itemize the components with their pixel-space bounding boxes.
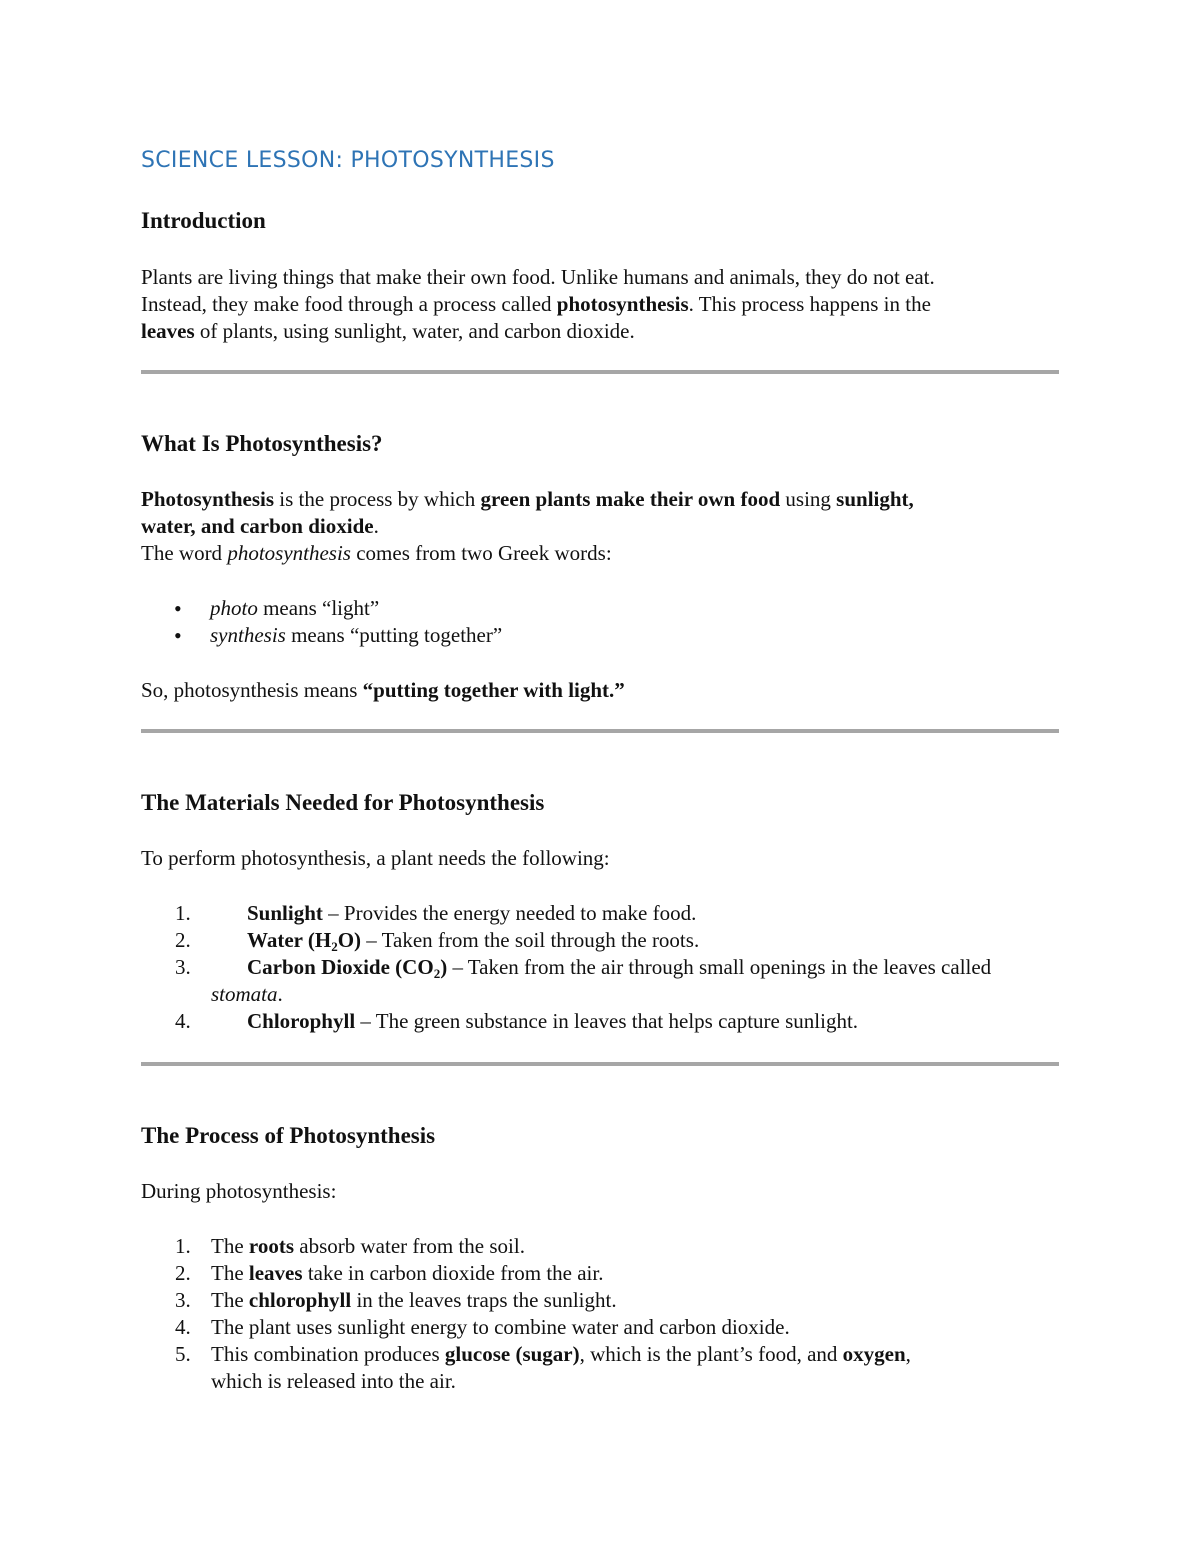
term: sunlight, [836,487,914,511]
subscript: 2 [331,939,338,954]
text: of plants, using sunlight, water, and carbon dioxide. [194,319,635,343]
greek-term: synthesis [210,623,286,647]
term: Photosynthesis [141,487,275,511]
process-heading: The Process of Photosynthesis [141,1123,436,1148]
term-italic: stomata [211,982,278,1006]
material-desc: – The green substance in leaves that helps capture sunlight. [355,1009,859,1033]
text: Carbon Dioxide (CO [247,955,434,979]
text: in the leaves traps the sunlight. [351,1288,617,1312]
meaning-summary [141,677,1059,704]
list-number: 3. [175,955,191,979]
text: . [373,514,379,538]
list-item [141,1233,1041,1260]
subscript: 2 [433,966,441,981]
text: O) [337,928,362,952]
text: comes from two Greek words: [350,541,612,565]
text: So, photosynthesis means [141,678,363,702]
list-item [141,1287,1041,1314]
process-steps-list [141,1233,1041,1395]
text: Water (H [247,928,332,952]
text: absorb water from the soil. [294,1234,525,1258]
section-divider [141,370,1059,374]
term-photosynthesis: photosynthesis [556,292,689,316]
list-number: 2. [175,1261,191,1285]
intro-line-3 [141,318,1059,345]
document-title: SCIENCE LESSON: PHOTOSYNTHESIS [141,148,555,173]
term: leaves [248,1261,303,1285]
what-heading: What Is Photosynthesis? [141,431,383,456]
section-divider [141,1062,1059,1066]
text: . [277,982,283,1006]
text: Instead, they make food through a process called [141,292,557,316]
term-leaves: leaves [141,319,195,343]
list-item [141,1008,1041,1035]
text: The plant uses sunlight energy to combine water and carbon dioxide. [211,1315,790,1339]
intro-line-1: Plants are living things that make their own food. Unlike humans and animals, they do not eat. [141,265,935,289]
list-number: 5. [175,1342,191,1366]
text: The [211,1234,249,1258]
text: The [211,1261,249,1285]
definition-line-1 [141,486,1059,513]
text: ) [440,955,448,979]
word-origin-line [141,540,1059,567]
list-number: 2. [175,928,191,952]
list-number: 1. [175,901,191,925]
text: using [780,487,837,511]
list-item [141,1341,1041,1395]
meaning: means “putting together” [285,623,503,647]
material-desc: – Provides the energy needed to make food. [322,901,697,925]
greek-term: photo [210,596,258,620]
definition-paragraph [141,486,1059,567]
list-item [141,622,502,649]
materials-list [141,900,1041,1035]
term: glucose (sugar) [444,1342,580,1366]
material-name: Chlorophyll [247,1009,356,1033]
list-item [141,595,502,622]
text: The word [141,541,228,565]
text: This combination produces [211,1342,445,1366]
text: . This process happens in the [688,292,931,316]
material-name [247,928,361,952]
material-name [247,955,447,979]
meaning: means “light” [257,596,380,620]
process-intro: During photosynthesis: [141,1179,337,1203]
definition-line-2 [141,513,1059,540]
list-item [141,927,1041,954]
list-number: 3. [175,1288,191,1312]
greek-words-list [141,595,502,649]
intro-line-2 [141,291,1059,318]
section-divider [141,729,1059,733]
intro-heading: Introduction [141,208,266,233]
term: water, and carbon dioxide [141,514,374,538]
list-number: 1. [175,1234,191,1258]
list-item [141,900,1041,927]
material-desc: – Taken from the soil through the roots. [361,928,700,952]
material-desc: – Taken from the air through small openings in the leaves called [447,955,992,979]
text: which is released into the air. [211,1369,456,1393]
text: The [211,1288,249,1312]
list-item [141,1314,1041,1341]
list-item [141,954,1041,1008]
list-number: 4. [175,1009,191,1033]
term: “putting together with light.” [362,678,625,702]
term: green plants make their own food [480,487,781,511]
materials-intro: To perform photosynthesis, a plant needs the following: [141,846,610,870]
list-item [141,1260,1041,1287]
document-page [141,0,1059,1553]
material-name: Sunlight [247,901,323,925]
term-italic: photosynthesis [227,541,351,565]
term: chlorophyll [248,1288,352,1312]
text: take in carbon dioxide from the air. [302,1261,604,1285]
text: , which is the plant’s food, and [579,1342,843,1366]
term: roots [248,1234,295,1258]
term: oxygen [842,1342,906,1366]
intro-paragraph [141,264,1059,345]
text: is the process by which [274,487,481,511]
materials-heading: The Materials Needed for Photosynthesis [141,790,545,815]
list-number: 4. [175,1315,191,1339]
text: , [905,1342,911,1366]
